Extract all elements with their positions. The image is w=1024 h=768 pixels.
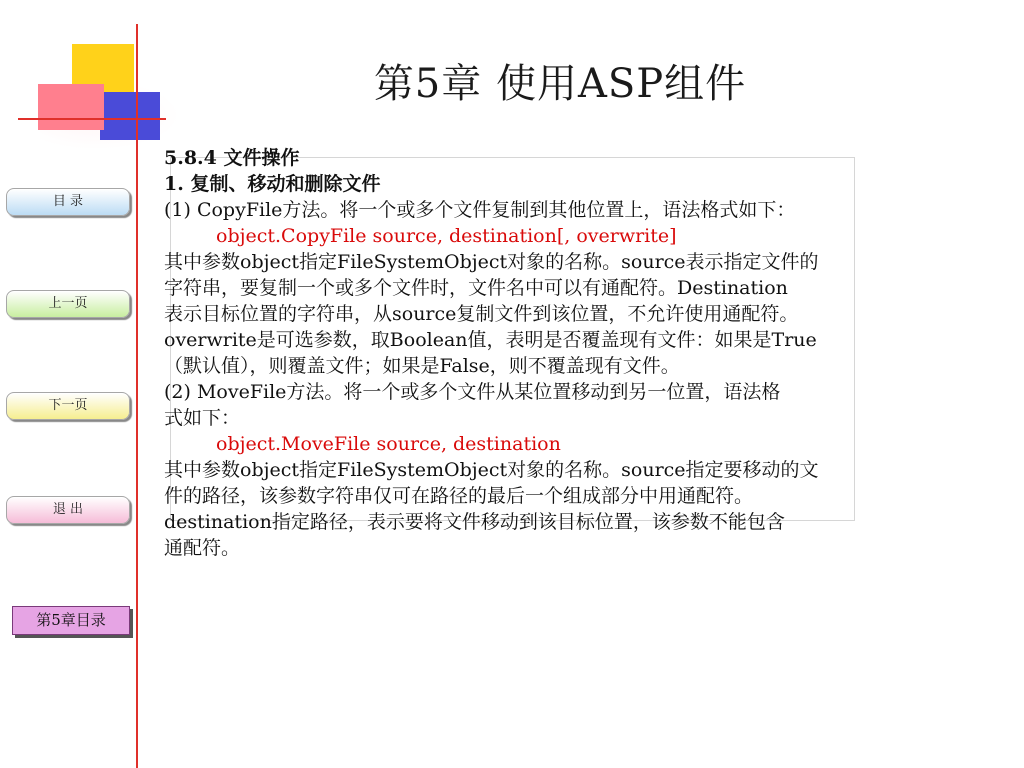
decoration-horizontal-red-line (18, 118, 166, 120)
decoration-blue-square (100, 92, 160, 140)
paragraph-line: overwrite是可选参数，取Boolean值，表明是否覆盖现有文件：如果是True (164, 329, 817, 351)
paragraph-line: 字符串，要复制一个或多个文件时，文件名中可以有通配符。Destination (164, 277, 788, 299)
subsection-heading: 1. 复制、移动和删除文件 (164, 173, 381, 195)
paragraph-line: 表示目标位置的字符串，从source复制文件到该位置，不允许使用通配符。 (164, 303, 799, 325)
code-line: object.MoveFile source, destination (216, 433, 561, 455)
decoration-vertical-red-line (136, 24, 138, 768)
prev-page-button[interactable]: 上一页 (6, 290, 130, 318)
paragraph-line: 其中参数object指定FileSystemObject对象的名称。source表示指定文件的 (164, 251, 819, 273)
decoration-pink-square (38, 84, 104, 130)
slide-title: 第5章 使用ASP组件 (373, 61, 747, 107)
paragraph-line: destination指定路径，表示要将文件移动到该目标位置，该参数不能包含 (164, 511, 785, 533)
next-page-button[interactable]: 下一页 (6, 392, 130, 420)
section-heading: 5.8.4 文件操作 (164, 147, 300, 169)
slide-content (164, 145, 994, 561)
paragraph-line: 其中参数object指定FileSystemObject对象的名称。source指定要移动的文 (164, 459, 819, 481)
toc-button[interactable]: 目 录 (6, 188, 130, 216)
paragraph-line: (2) MoveFile方法。将一个或多个文件从某位置移动到另一位置，语法格 (164, 381, 781, 403)
code-line: object.CopyFile source, destination[, overwrite] (216, 225, 677, 247)
paragraph-line: （默认值），则覆盖文件；如果是False，则不覆盖现有文件。 (164, 355, 680, 377)
paragraph-line: 通配符。 (164, 537, 241, 559)
exit-button[interactable]: 退 出 (6, 496, 130, 524)
chapter-toc-button[interactable]: 第5章目录 (12, 606, 130, 635)
paragraph-line: (1) CopyFile方法。将一个或多个文件复制到其他位置上，语法格式如下： (164, 199, 796, 221)
paragraph-line: 件的路径，该参数字符串仅可在路径的最后一个组成部分中用通配符。 (164, 485, 754, 507)
paragraph-line: 式如下： (164, 407, 241, 429)
